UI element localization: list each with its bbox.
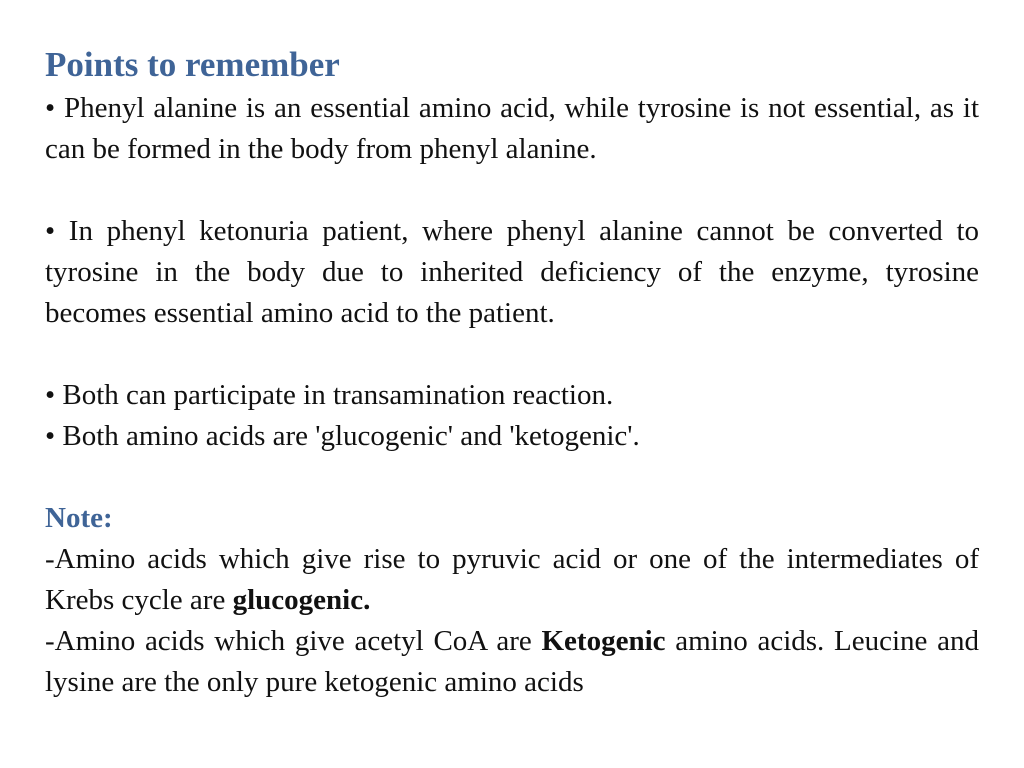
glucogenic-term: glucogenic. [232,584,371,616]
spacer [45,170,979,211]
ketogenic-term: Ketogenic [541,625,666,657]
note-line-text-after: amino acids. Leucine and lysine are the only pure ketogenic amino acids [45,625,979,698]
note-line-glucogenic [45,539,979,621]
spacer [45,334,979,375]
bullet-text: Both amino acids are 'glucogenic' and 'ketogenic'. [62,420,640,452]
bullet-marker: • [45,379,56,411]
bullet-text: Phenyl alanine is an essential amino acid, while tyrosine is not essential, as it can be formed in the body from phenyl alanine. [45,92,980,165]
bullet-item [45,375,979,416]
note-title [45,498,979,539]
bullet-item [45,416,979,457]
bullet-text: Both can participate in transamination reaction. [62,379,614,411]
bullet-marker: • [45,215,56,247]
note-line-ketogenic [45,621,979,703]
note-line-text: -Amino acids which give acetyl CoA are [45,625,542,657]
note-title-text: Note: [45,502,113,534]
bullet-marker: • [45,420,56,452]
note-line-text: -Amino acids which give rise to pyruvic acid or one of the intermediates of Krebs cycle are [45,543,979,616]
spacer [45,457,979,498]
bullet-text: In phenyl ketonuria patient, where phenyl alanine cannot be converted to tyrosine in the body due to inherited deficiency of the enzyme, tyrosine becomes essential amino acid to the patient. [45,215,979,329]
slide-title: Points to remember [45,45,340,84]
bullet-marker: • [45,92,56,124]
bullet-item [45,88,979,170]
bullet-item [45,211,979,334]
